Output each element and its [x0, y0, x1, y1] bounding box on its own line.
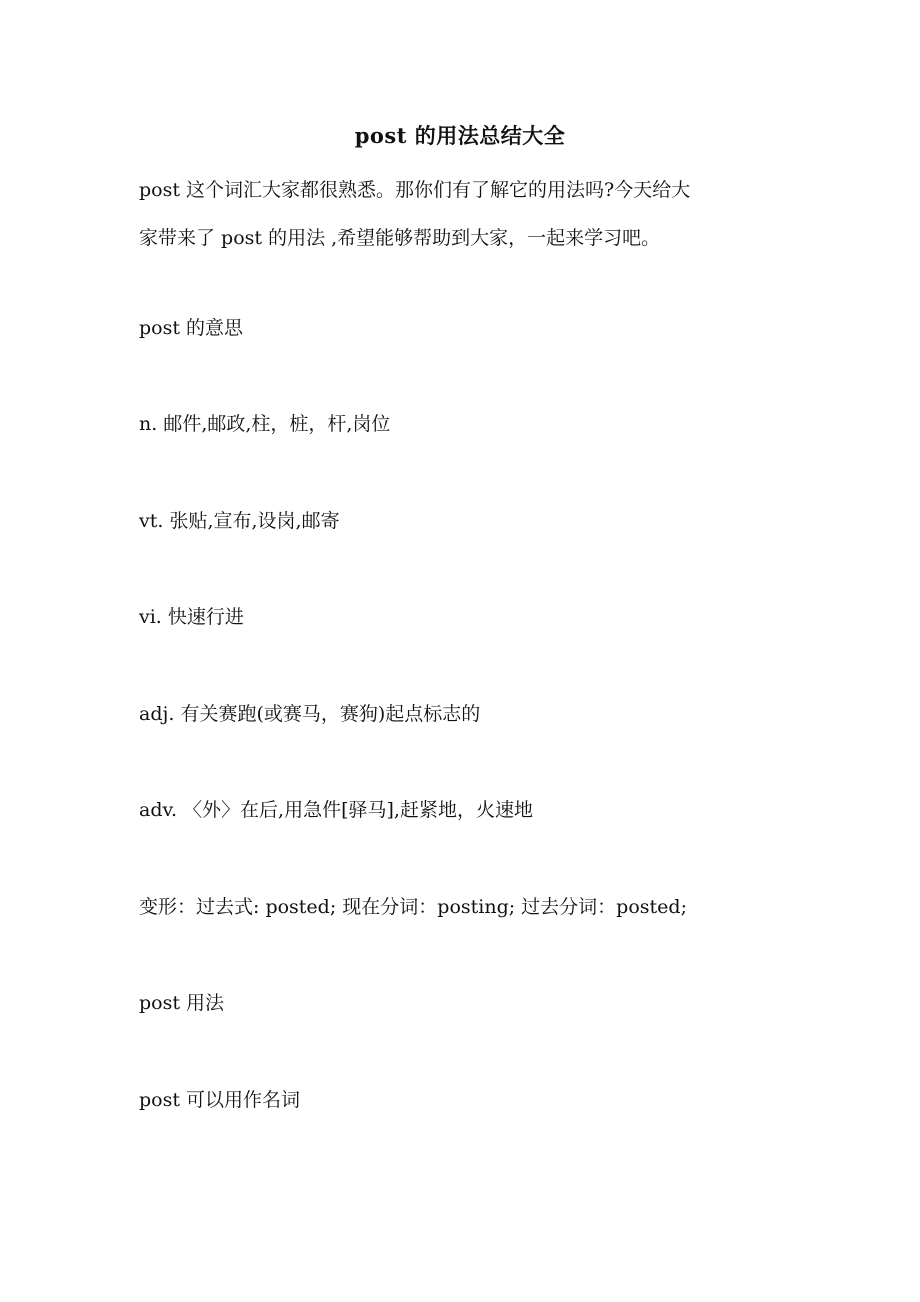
word-forms: 变形：过去式: posted; 现在分词：posting; 过去分词：posted;	[139, 896, 687, 918]
intro-paragraph	[139, 166, 779, 262]
definition-adverb: adv. 〈外〉在后,用急件[驿马],赶紧地，火速地	[139, 799, 533, 821]
definition-adjective: adj. 有关赛跑(或赛马，赛狗)起点标志的	[139, 703, 481, 725]
definition-noun: n. 邮件,邮政,柱，桩，杆,岗位	[139, 413, 391, 435]
usage-noun-line: post 可以用作名词	[139, 1089, 301, 1111]
definition-transitive-verb: vt. 张贴,宣布,设岗,邮寄	[139, 510, 340, 532]
definition-intransitive-verb: vi. 快速行进	[139, 606, 244, 628]
intro-line: post 这个词汇大家都很熟悉。那你们有了解它的用法吗?今天给大	[139, 179, 691, 201]
document-title: post 的用法总结大全	[354, 123, 566, 148]
section-heading-usage: post 用法	[139, 992, 225, 1014]
intro-line: 家带来了 post 的用法 ,希望能够帮助到大家，一起来学习吧。	[139, 227, 661, 249]
section-heading-meaning: post 的意思	[139, 317, 244, 339]
